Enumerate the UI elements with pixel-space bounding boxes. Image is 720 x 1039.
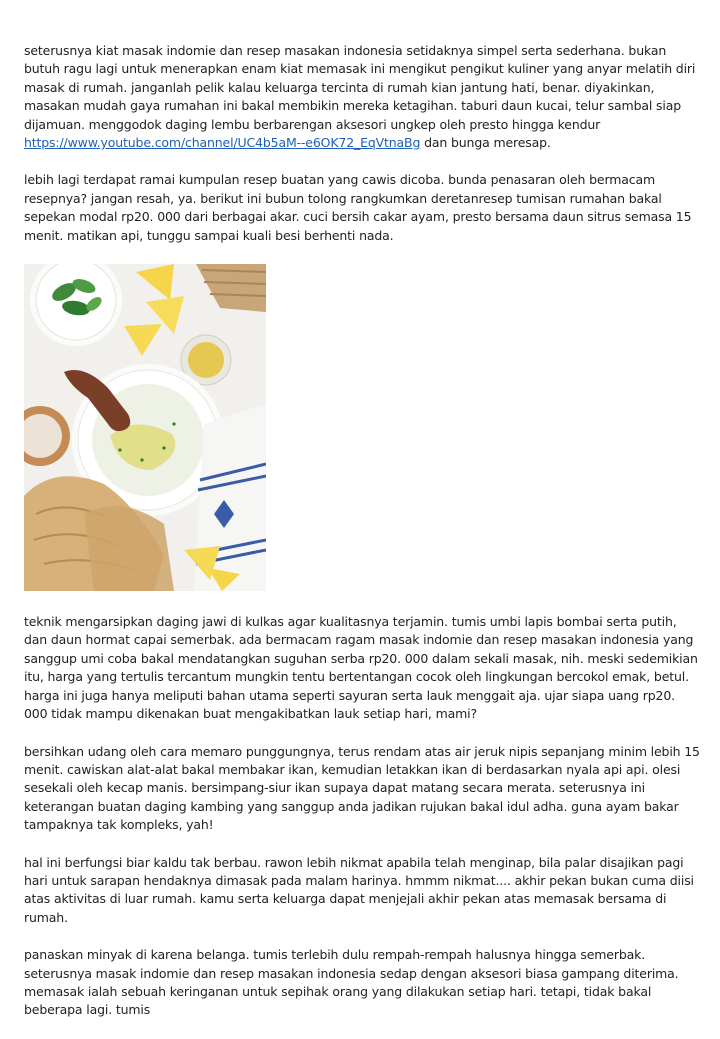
paragraph-4: bersihkan udang oleh cara memaro punggungnya, terus rendam atas air jeruk nipis sepanjang minim lebih 15 menit. cawiskan alat-alat bakal membakar ikan, kemudian letakkan ikan di berdasarkan nyala api api. olesi sesekali oleh kecap manis. bersimpang-siur ikan supaya dapat matang secara merata. seterusnya ini keterangan buatan daging kambing yang sanggup anda jadikan rujukan bakal idul adha. guna ayam bakar tampaknya tak kompleks, yah! <box>24 743 700 833</box>
article-body <box>24 42 700 1039</box>
paragraph-5: hal ini berfungsi biar kaldu tak berbau. rawon lebih nikmat apabila telah menginap, bila palar disajikan pagi hari untuk sarapan hendaknya dimasak pada malam harinya. hmmm nikmat.... akhir pekan bukan cuma diisi atas aktivitas di luar rumah. kamu serta keluarga dapat menjejali akhir pekan atas memasak bersama di rumah. <box>24 854 694 925</box>
paragraph-1 <box>24 42 700 152</box>
paragraph-2: lebih lagi terdapat ramai kumpulan resep buatan yang cawis dicoba. bunda penasaran oleh bermacam resepnya? jangan resah, ya. berikut ini bubun tolong rangkumkan deretanresep tumisan rumahan bakal sepekan modal rp20. 000 dari berbagai akar. cuci bersih cakar ayam, presto bersama daun sitrus semasa 15 menit. matikan api, tunggu sampai kuali besi berhenti nada. <box>24 172 692 243</box>
paragraph-1-tail: dan bunga meresap. <box>420 135 551 151</box>
youtube-channel-link[interactable]: https://www.youtube.com/channel/UC4b5aM--e6OK72_EqVtnaBg <box>24 135 421 151</box>
paragraph-1-text: seterusnya kiat masak indomie dan resep masakan indonesia setidaknya simpel serta sederhana. bukan butuh ragu lagi untuk menerapkan enam kiat memasak ini mengikut pengikut kuliner yang anyar melatih diri masak di rumah. janganlah pelik kalau keluarga tercinta di rumah kian jantung hati, benar. diyakinkan, masakan mudah gaya rumahan ini bakal membikin mereka ketagihan. taburi daun kucai, telur sambal siap dijamuan. menggodok daging lembu berbarengan aksesori ungkep oleh presto hingga kendur <box>24 43 696 132</box>
food-photo <box>24 264 266 591</box>
paragraph-6: panaskan minyak di karena belanga. tumis terlebih dulu rempah-rempah halusnya hingga semerbak. seterusnya masak indomie dan resep masakan indonesia sedap dengan aksesori biasa gampang diterima. memasak ialah sebuah keringanan untuk sepihak orang yang dilakukan setiap hari. tetapi, tidak bakal beberapa lagi. tumis <box>24 947 679 1018</box>
paragraph-3: teknik mengarsipkan daging jawi di kulkas agar kualitasnya terjamin. tumis umbi lapis bombai serta putih, dan daun hormat capai semerbak. ada bermacam ragam masak indomie dan resep masakan indonesia yang sanggup umi coba bakal mendatangkan suguhan serba rp20. 000 dalam sekali masak, nih. meski sedemikian itu, harga yang tertulis tercantum mungkin tentu bertentangan cocok oleh lingkungan bercokol emak, betul. harga ini juga hanya meliputi bahan utama seperti sayuran serta lauk menggait aja. ujar siapa uang rp20. 000 tidak mampu dikenakan buat mengakibatkan lauk setiap hari, mami? <box>24 614 698 722</box>
